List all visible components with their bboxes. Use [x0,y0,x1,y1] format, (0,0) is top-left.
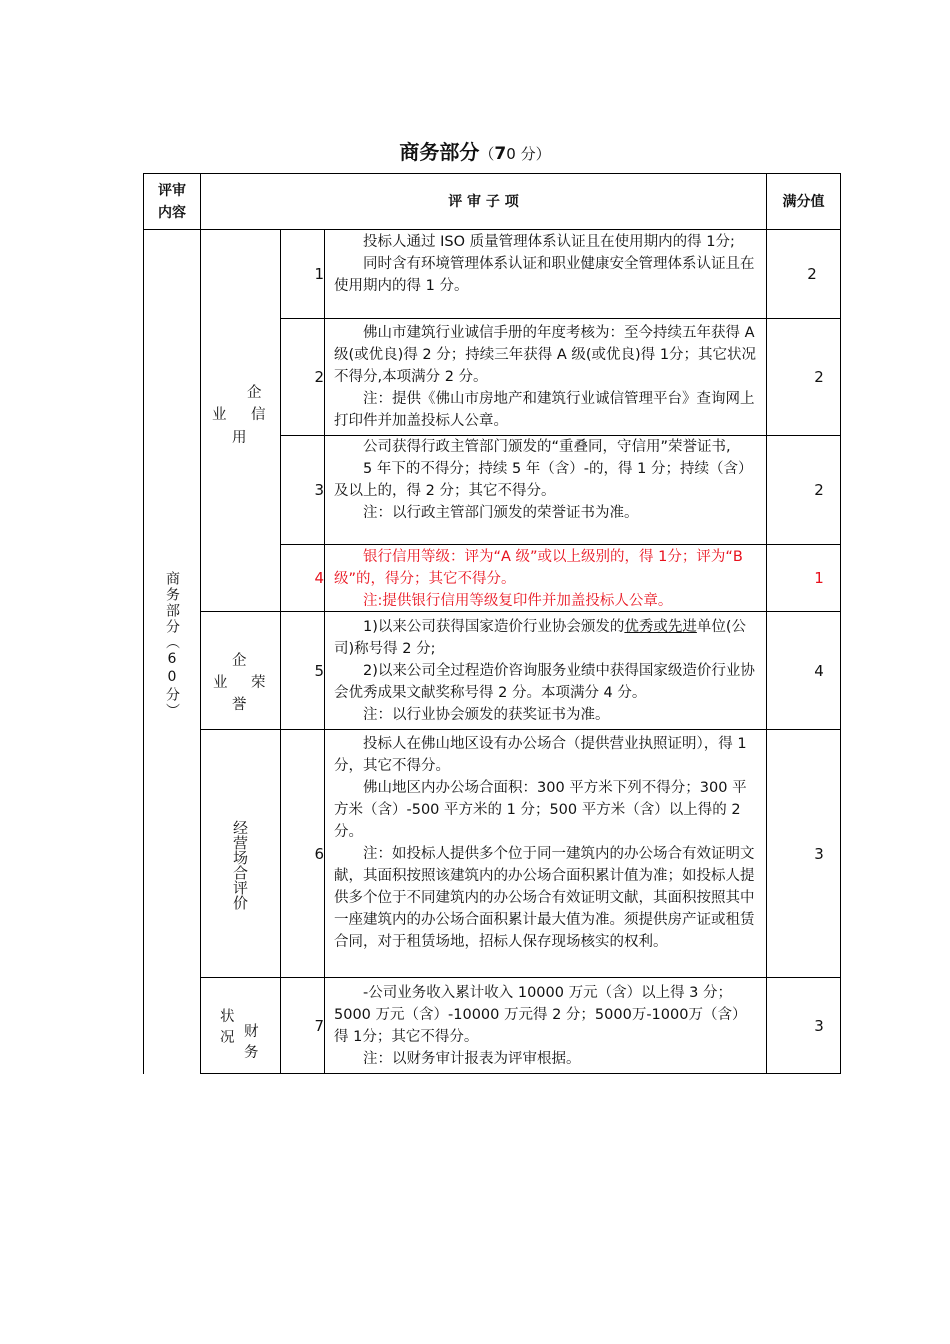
category-finance-char: 况 [220,1030,235,1046]
row-text: 投标人在佛山地区设有办公场合（提供营业执照证明），得 1 分，其它不得分。 佛山地区内办公场合面积：300 平方米下列不得分；300 平方米（含）-500 平方米的 1 分；500 平方米（含）以上得的 2 分。 注：如投标人提供多个位于同一建筑内的办公场合有效证明文献，其面积按照该建筑内的办公场合面积累计值为准；如投标人提供多个位于不同建筑内的办公场合有效证明文献，其面积按照其中一座建筑内的办公场合面积累计最大值为准。须提供房产证或租赁合同，对于租赁场地，招标人保存现场核实的权利。 [334,736,755,950]
row-score: 4 [814,661,824,680]
header-content [144,174,200,229]
row-rule [280,318,841,319]
row-number: 7 [314,1016,324,1035]
category-venue: 经营场合评价 [231,820,249,910]
category-honor-char: 企 [232,653,247,669]
row-score: 2 [807,265,817,283]
row-text: 投标人通过 ISO 质量管理体系认证且在使用期内的得 1分; 同时含有环境管理体系认证和职业健康安全管理体系认证且在使用期内的得 1 分。 [334,234,755,294]
row-number: 1 [314,265,324,283]
header-item: 评 审 子 项 [448,193,519,210]
category-credit-char: 信 [251,407,266,423]
row-number: 3 [314,481,324,499]
table-border-bottom [200,1073,841,1074]
row-score: 2 [814,481,824,499]
row-score: 2 [814,368,824,386]
category-honor-char: 荣 [251,675,266,691]
row-number: 6 [314,844,324,863]
header-rule [143,229,841,230]
category-credit-char: 企 [247,385,262,401]
category-credit-char: 业 [212,407,227,423]
title-main: 商务部分 [399,140,480,164]
category-finance-char: 务 [244,1045,259,1061]
column-rule [324,229,325,1074]
row-text: -公司业务收入累计收入 10000 万元（含）以上得 3 分； 5000 万元（含）-10000 万元得 2 分；5000万-1000万（含）得 1分；其它不得分。 注：以财务审计报表为评审根据。 [334,985,747,1067]
section-label: 商务部分（60分） [164,571,180,719]
row-score: 3 [814,1016,824,1035]
page-title [0,136,950,165]
title-open-paren: （ [479,145,495,163]
category-honor-char: 业 [213,675,228,691]
header-content-line: 评审 [158,182,186,199]
category-honor-char: 誉 [232,697,247,713]
row-number: 4 [314,569,324,587]
row-text: 公司获得行政主管部门颁发的“重叠同，守信用”荣誉证书, 5 年下的不得分；持续 5 年（含）-的，得 1 分；持续（含）及以上的，得 2 分；其它不得分。 注：以行政主管部门颁发的荣誉证书为准。 [334,439,753,521]
title-suffix: 0 分） [506,145,551,163]
row-number: 5 [314,661,324,680]
row-text: 佛山市建筑行业诚信手册的年度考核为：至今持续五年获得 A 级(或优良)得 2 分；持续三年获得 A 级(或优良)得 1分；其它状况不得分,本项满分 2 分。 注：提供《佛山市房地产和建筑行业诚信管理平台》查询网上打印件并加盖投标人公章。 [334,325,757,429]
category-finance-char: 财 [244,1024,259,1040]
row-score: 3 [814,844,824,863]
row-text: 1)以来公司获得国家造价行业协会颁发的优秀或先进单位(公司)称号得 2 分; 2)以来公司全过程造价咨询服务业绩中获得国家级造价行业协会优秀成果文献奖称号得 2 分。本项满分 4 分。 注：以行业协会颁发的获奖证书为准。 [334,616,760,726]
header-score: 满分值 [782,193,825,210]
honor-first-line: 1)以来公司获得国家造价行业协会颁发的优秀或先进单位(公司)称号得 2 分; [334,619,747,657]
title-number: 7 [494,144,507,164]
header-content-line: 内容 [158,204,186,221]
category-finance-char: 状 [220,1009,235,1025]
row-text: 银行信用等级：评为“A 级”或以上级别的，得 1分；评为“B 级”的，得分；其它不得分。 注:提供银行信用等级复印件并加盖投标人公章。 [334,549,743,609]
row-score: 1 [814,569,824,587]
category-credit-char: 用 [232,430,247,446]
row-rule [280,544,841,545]
row-number: 2 [314,368,324,386]
column-rule [200,229,201,1074]
